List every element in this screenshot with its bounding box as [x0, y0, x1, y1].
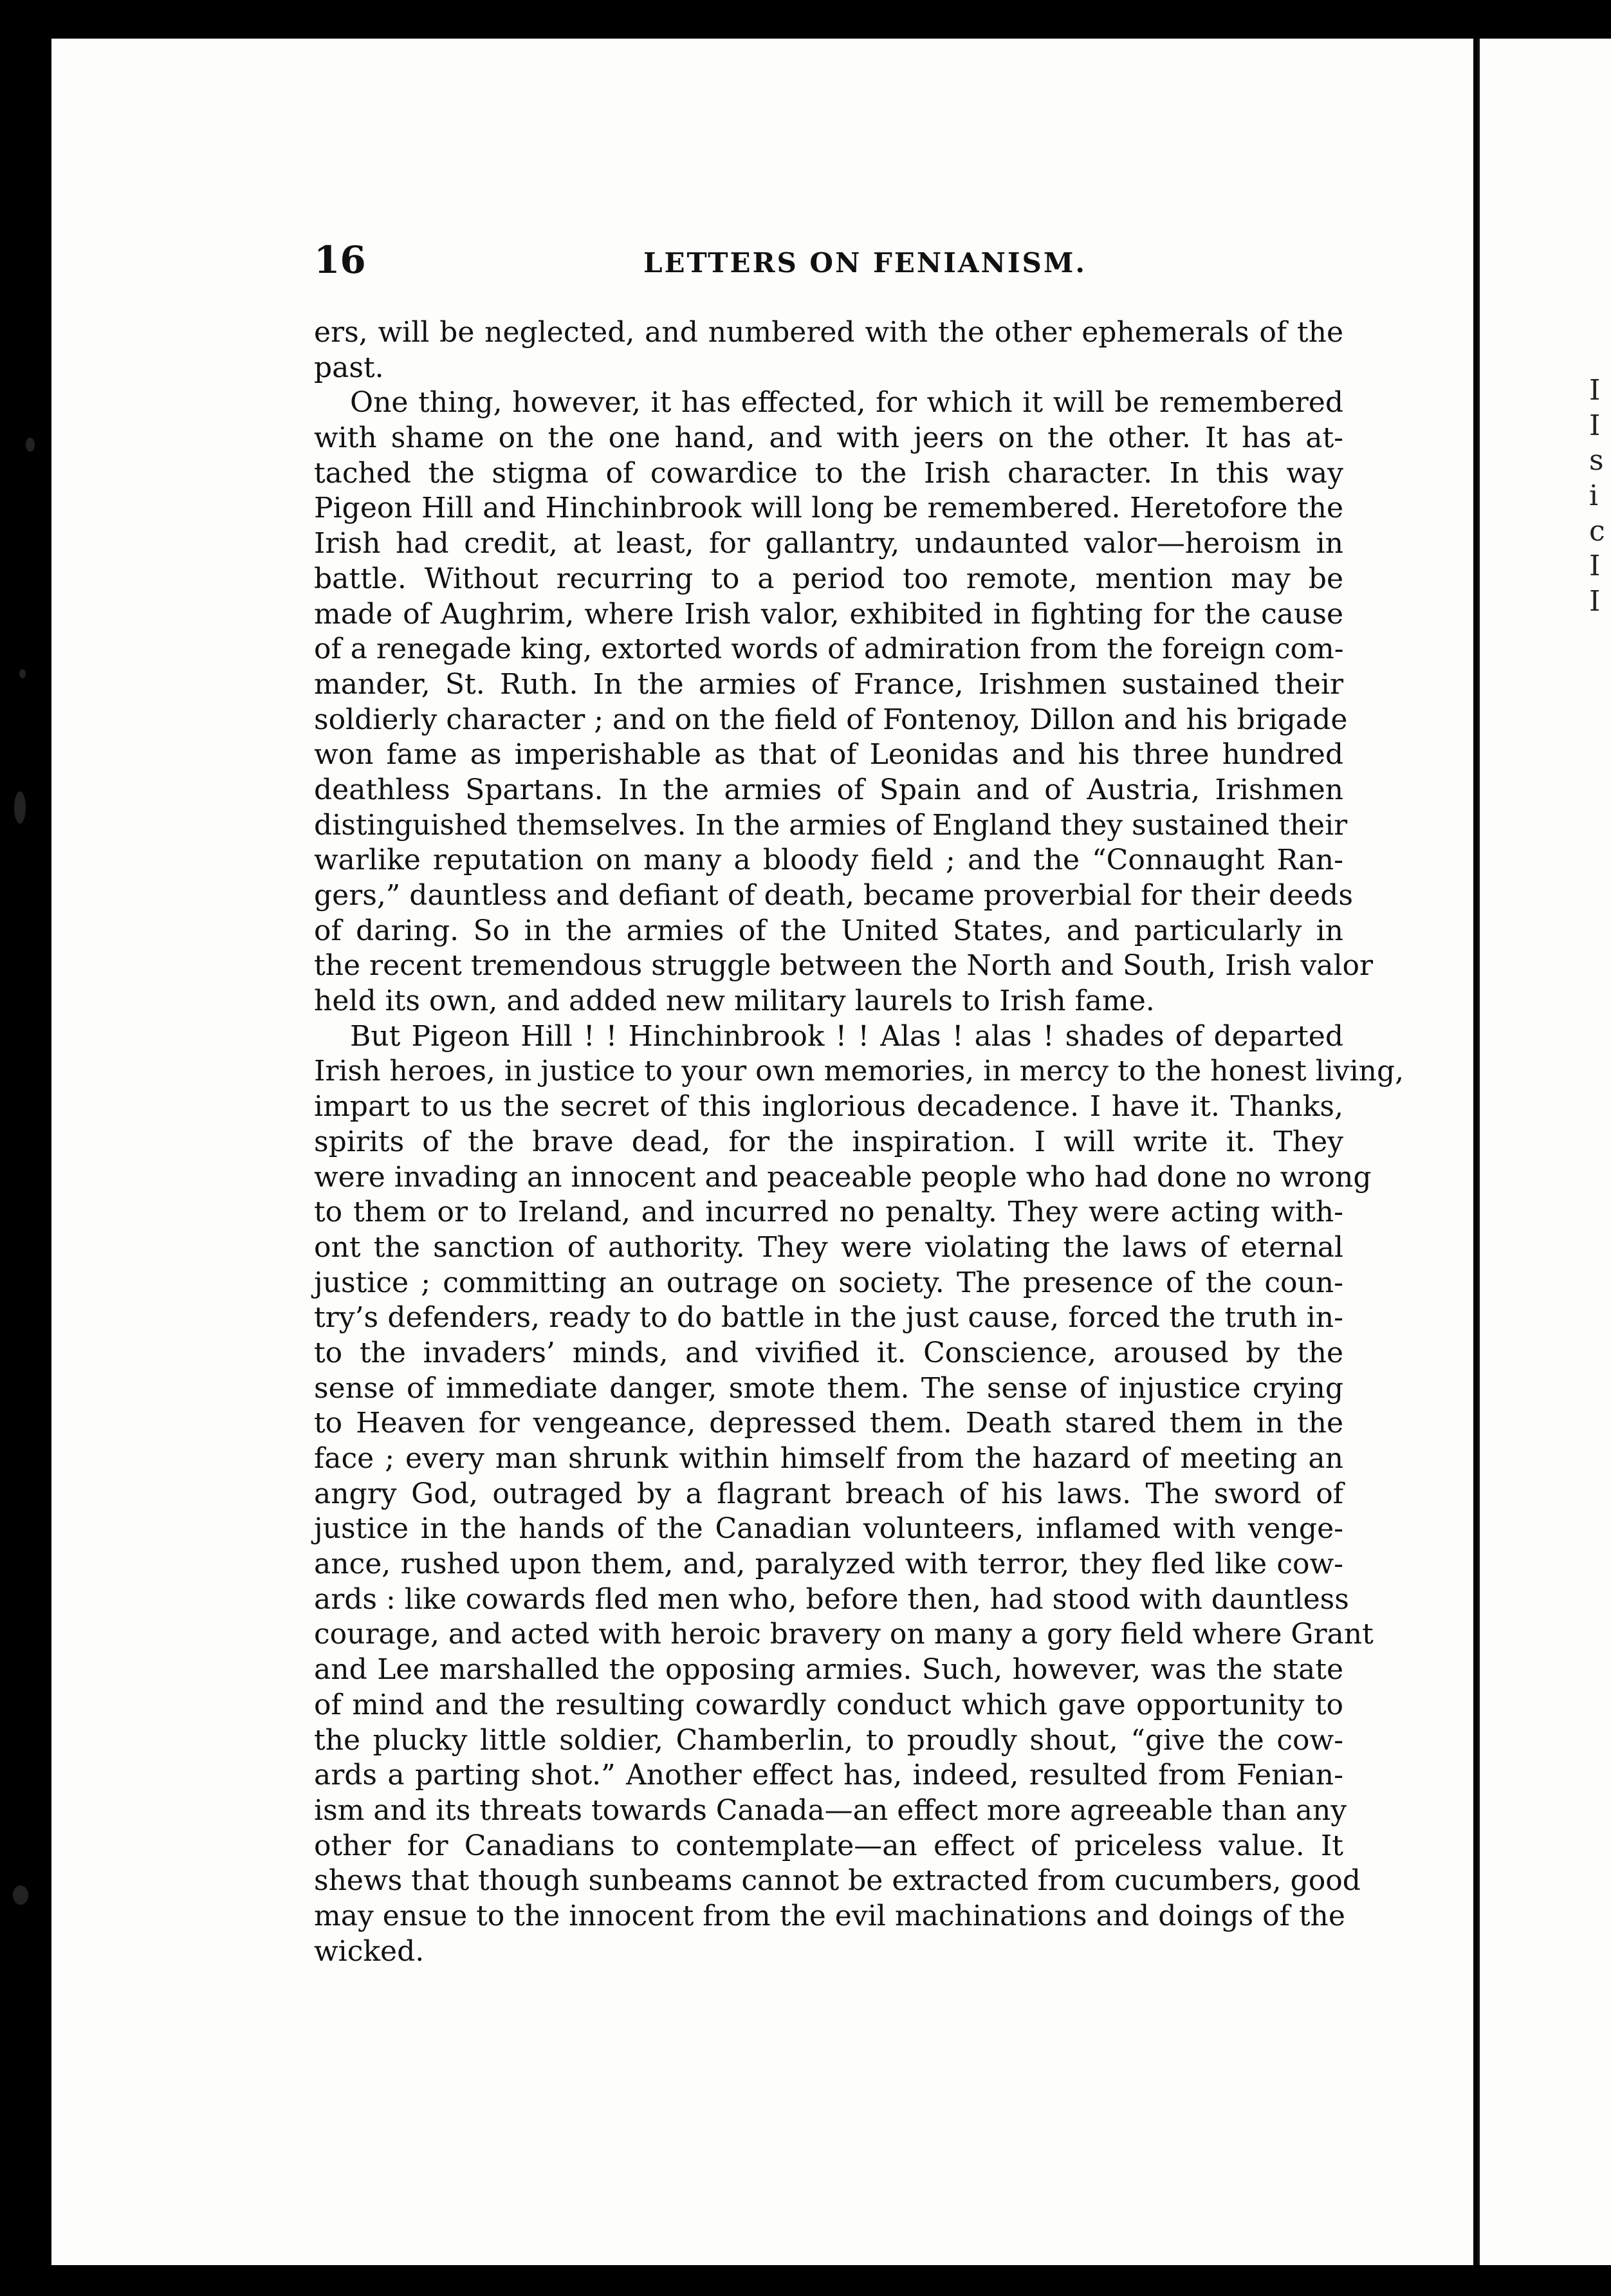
text-line: Irish had credit, at least, for gallantry, undaunted valor—heroism in	[314, 527, 1343, 560]
text-line: angry God, outraged by a flagrant breach of his laws. The sword of	[314, 1477, 1343, 1510]
text-line: past.	[314, 351, 384, 384]
text-line: won fame as imperishable as that of Leonidas and his three hundred	[314, 738, 1343, 772]
text-line: ards a parting shot.” Another effect has, indeed, resulted from Fenian-	[314, 1759, 1343, 1792]
text-line: were invading an innocent and peaceable people who had done no wrong	[314, 1160, 1372, 1194]
text-line: to them or to Ireland, and incurred no penalty. They were acting with-	[314, 1196, 1343, 1229]
text-line: Pigeon Hill and Hinchinbrook will long be remembered. Heretofore the	[314, 492, 1343, 525]
facing-page-char: s	[1589, 444, 1604, 477]
text-line: sense of immediate danger, smote them. The sense of injustice crying	[314, 1371, 1343, 1405]
text-line: spirits of the brave dead, for the inspiration. I will write it. They	[314, 1125, 1343, 1158]
text-line: battle. Without recurring to a period too remote, mention may be	[314, 562, 1343, 595]
text-line: held its own, and added new military laurels to Irish fame.	[314, 985, 1155, 1018]
body-text	[314, 315, 1404, 1969]
text-line: other for Canadians to contemplate—an effect of priceless value. It	[314, 1829, 1343, 1862]
text-line: justice ; committing an outrage on society. The presence of the coun-	[314, 1266, 1343, 1299]
text-line: to Heaven for vengeance, depressed them. Death stared them in the	[314, 1407, 1343, 1440]
text-line: courage, and acted with heroic bravery on many a gory field where Grant	[314, 1618, 1374, 1651]
text-line: tached the stigma of cowardice to the Irish character. In this way	[314, 456, 1343, 490]
text-line: mander, St. Ruth. In the armies of France, Irishmen sustained their	[314, 667, 1343, 701]
text-line: soldierly character ; and on the field of Fontenoy, Dillon and his brigade	[314, 703, 1348, 736]
text-line: of daring. So in the armies of the United States, and particularly in	[314, 914, 1343, 947]
text-line: of a renegade king, extorted words of admiration from the foreign com-	[314, 633, 1344, 666]
text-line: ance, rushed upon them, and, paralyzed with terror, they fled like cow-	[314, 1548, 1343, 1581]
text-line: ards : like cowards fled men who, before then, had stood with dauntless	[314, 1582, 1349, 1616]
text-line: distinguished themselves. In the armies of England they sustained their	[314, 808, 1348, 842]
text-line: and Lee marshalled the opposing armies. Such, however, was the state	[314, 1653, 1343, 1687]
paragraph-3	[314, 1019, 1404, 1970]
page-number: 16	[314, 238, 366, 282]
text-line: justice in the hands of the Canadian volunteers, inflamed with venge-	[314, 1512, 1343, 1546]
paragraph-1	[314, 315, 1343, 385]
text-line: ism and its threats towards Canada—an effect more agreeable than any	[314, 1793, 1347, 1827]
paragraph-2	[314, 385, 1374, 1019]
text-line: warlike reputation on many a bloody field ; and the “Connaught Ran-	[314, 844, 1343, 877]
text-line: ers, will be neglected, and numbered with the other ephemerals of the	[314, 316, 1343, 349]
facing-page-char: I	[1589, 374, 1601, 407]
facing-page-edge	[1480, 39, 1611, 2265]
text-line: may ensue to the innocent from the evil machinations and doings of the	[314, 1899, 1345, 1932]
facing-page-char: I	[1589, 550, 1601, 583]
text-line: One thing, however, it has effected, for which it will be remembered	[350, 386, 1343, 420]
scan-speck	[14, 792, 26, 824]
text-line: of mind and the resulting cowardly conduct which gave opportunity to	[314, 1688, 1343, 1721]
facing-page-char: i	[1589, 479, 1599, 513]
text-line: the plucky little soldier, Chamberlin, to proudly shout, “give the cow-	[314, 1723, 1343, 1757]
facing-page-char: I	[1589, 585, 1601, 618]
scan-speck	[13, 1885, 28, 1905]
text-line: deathless Spartans. In the armies of Spain and of Austria, Irishmen	[314, 773, 1343, 806]
facing-page-char: c	[1589, 514, 1605, 548]
facing-page-char: I	[1589, 409, 1601, 442]
text-line: impart to us the secret of this inglorious decadence. I have it. Thanks,	[314, 1090, 1343, 1124]
text-line: But Pigeon Hill ! ! Hinchinbrook ! ! Alas ! alas ! shades of departed	[350, 1019, 1343, 1053]
text-line: ont the sanction of authority. They were violating the laws of eternal	[314, 1230, 1343, 1264]
text-line: Irish heroes, in justice to your own memories, in mercy to the honest living,	[314, 1055, 1404, 1088]
text-line: gers,” dauntless and defiant of death, became proverbial for their deeds	[314, 879, 1353, 912]
text-line: the recent tremendous struggle between the North and South, Irish valor	[314, 949, 1374, 983]
text-line: shews that though sunbeams cannot be extracted from cucumbers, good	[314, 1864, 1361, 1898]
text-line: try’s defenders, ready to do battle in the just cause, forced the truth in-	[314, 1301, 1343, 1335]
scan-speck	[19, 669, 26, 678]
text-line: face ; every man shrunk within himself from the hazard of meeting an	[314, 1442, 1343, 1475]
running-head: LETTERS ON FENIANISM.	[643, 247, 1087, 279]
facing-page-fragment	[1589, 373, 1608, 620]
text-line: with shame on the one hand, and with jeers on the other. It has at-	[314, 421, 1343, 455]
text-line: wicked.	[314, 1934, 425, 1968]
scan-speck	[26, 438, 35, 452]
text-line: made of Aughrim, where Irish valor, exhibited in fighting for the cause	[314, 597, 1343, 631]
text-line: to the invaders’ minds, and vivified it. Conscience, aroused by the	[314, 1336, 1343, 1369]
page-header	[314, 238, 1343, 283]
